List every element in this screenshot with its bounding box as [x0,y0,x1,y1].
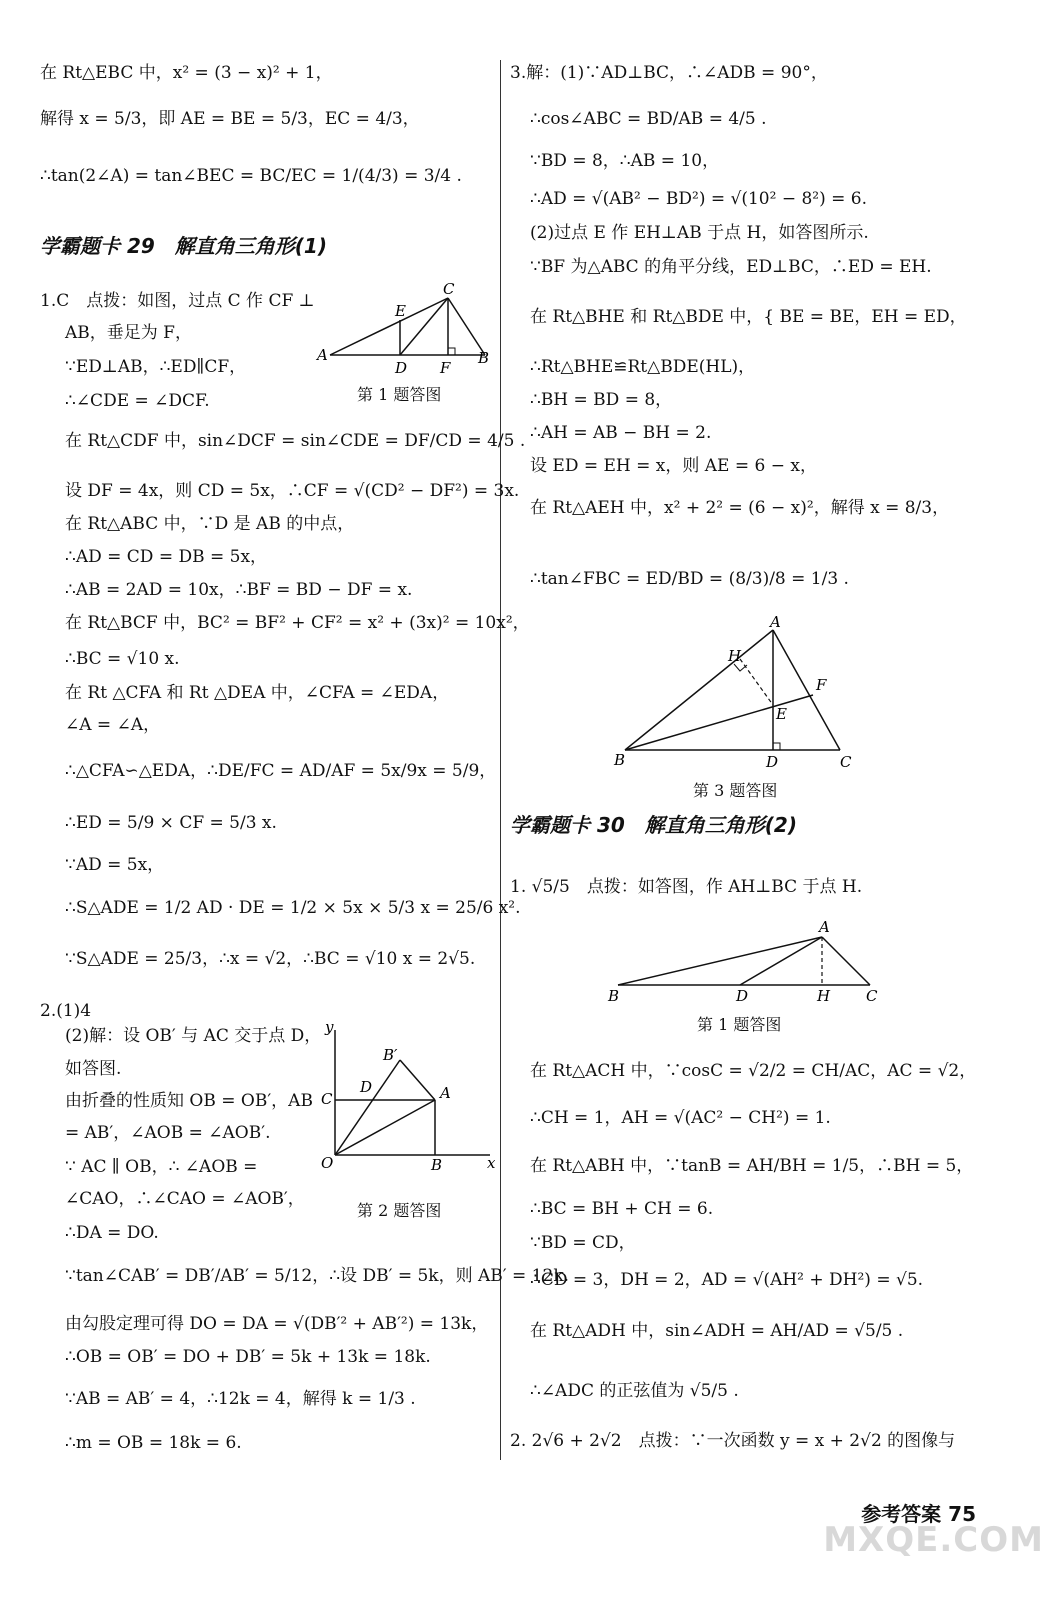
svg-text:C: C [866,987,878,1005]
svg-text:H: H [817,987,831,1005]
text-line: 在 Rt△ABC 中，∵D 是 AB 的中点， [65,514,355,534]
page-number: 75 [948,1502,976,1526]
section-heading: 学霸题卡 30 解直角三角形(2) [510,813,797,837]
svg-text:A: A [819,918,830,936]
svg-text:D: D [395,359,408,377]
svg-text:C: C [840,753,852,771]
text-line: ∵ED⊥AB，∴ED∥CF， [65,357,247,377]
svg-text:O: O [321,1154,334,1172]
text-line: ∴DA = DO. [65,1223,159,1243]
text-line: (2)解：设 OB′ 与 AC 交于点 D， [65,1026,322,1046]
text-line: 1.C 点拨：如图，过点 C 作 CF ⊥ [40,291,315,311]
text-line: ∴AD = √(AB² − BD²) = √(10² − 8²) = 6. [530,189,867,209]
text-line: ∴AD = CD = DB = 5x， [65,547,268,567]
watermark: MXQE.COM [823,1520,1044,1560]
text-line: 在 Rt△BCF 中，BC² = BF² + CF² = x² + (3x)² = 10x²， [65,613,530,633]
figure-3-triangle [610,615,860,775]
text-line: ∴AH = AB − BH = 2. [530,423,712,443]
text-line: (2)过点 E 作 EH⊥AB 于点 H，如答图所示. [530,223,869,243]
text-line: 2.(1)4 [40,1001,92,1021]
text-line: = AB′，∠AOB = ∠AOB′. [65,1123,271,1143]
svg-text:A: A [770,615,781,631]
text-line: ∵S△ADE = 25/3，∴x = √2，∴BC = √10 x = 2√5. [65,949,476,969]
text-line: ∴∠ADC 的正弦值为 √5/5 . [530,1381,739,1401]
text-line: ∵AB = AB′ = 4，∴12k = 4，解得 k = 1/3 . [65,1389,416,1409]
svg-text:F: F [440,359,451,377]
svg-text:C: C [321,1090,333,1108]
svg-text:A: A [317,346,328,364]
text-line: ∴OB = OB′ = DO + DB′ = 5k + 13k = 18k. [65,1347,431,1367]
svg-text:F: F [816,676,827,694]
figure-4-triangle [600,915,890,1005]
text-line: 在 Rt△CDF 中，sin∠DCF = sin∠CDE = DF/CD = 4/5 . [65,431,526,451]
text-line: ∠A = ∠A， [65,715,161,735]
text-line: 设 DF = 4x，则 CD = 5x，∴CF = √(CD² − DF²) = 3x. [65,481,520,501]
figure-1-caption: 第 1 题答图 [357,385,442,404]
figure-1-triangle [315,280,495,380]
text-line: 由折叠的性质知 OB = OB′，AB [65,1091,313,1111]
text-line: ∴BH = BD = 8， [530,390,673,410]
text-line: ∵tan∠CAB′ = DB′/AB′ = 5/12，∴设 DB′ = 5k，则 AB′ = 12k. [65,1266,570,1286]
text-line: ∵BD = CD， [530,1233,636,1253]
text-line: AB，垂足为 F， [65,323,192,343]
figure-4-caption: 第 1 题答图 [697,1015,782,1034]
text-line: ∠CAO，∴∠CAO = ∠AOB′， [65,1189,305,1209]
svg-text:D: D [360,1078,373,1096]
text-line: 2. 2√6 + 2√2 点拨：∵一次函数 y = x + 2√2 的图像与 [510,1431,956,1451]
svg-text:D: D [736,987,749,1005]
text-line: ∴Rt△BHE≌Rt△BDE(HL)， [530,357,756,377]
text-line: ∵ AC ∥ OB，∴ ∠AOB = [65,1157,258,1177]
svg-text:E: E [776,705,787,723]
text-line: ∴tan∠FBC = ED/BD = (8/3)/8 = 1/3 . [530,569,849,589]
text-line: 如答图. [65,1059,122,1079]
text-line: 在 Rt△ABH 中，∵tanB = AH/BH = 1/5，∴BH = 5， [530,1156,974,1176]
svg-text:B′: B′ [383,1046,398,1064]
text-line: 解得 x = 5/3，即 AE = BE = 5/3，EC = 4/3， [40,109,420,129]
text-line: 在 Rt△AEH 中，x² + 2² = (6 − x)²，解得 x = 8/3， [530,498,950,518]
section-heading: 学霸题卡 29 解直角三角形(1) [40,234,327,258]
text-line: 1. √5/5 点拨：如答图，作 AH⊥BC 于点 H. [510,877,863,897]
figure-2-coordinate [315,1020,495,1180]
text-line: ∴∠CDE = ∠DCF. [65,391,210,411]
text-line: ∴S△ADE = 1/2 AD · DE = 1/2 × 5x × 5/3 x = 25/6 x². [65,898,521,918]
footer-label: 参考答案 [861,1502,942,1526]
text-line: ∴CD = 3，DH = 2，AD = √(AH² + DH²) = √5. [530,1270,924,1290]
text-line: 在 Rt △CFA 和 Rt △DEA 中，∠CFA = ∠EDA， [65,683,450,703]
text-line: ∴BC = BH + CH = 6. [530,1199,714,1219]
svg-text:A: A [440,1084,451,1102]
svg-text:x: x [487,1154,495,1172]
column-divider [500,60,501,1460]
svg-text:B: B [478,349,490,367]
text-line: ∵BF 为△ABC 的角平分线，ED⊥BC，∴ED = EH. [530,257,932,277]
text-line: ∴AB = 2AD = 10x，∴BF = BD − DF = x. [65,580,413,600]
text-line: 在 Rt△BHE 和 Rt△BDE 中，{ BE = BE，EH = ED， [530,307,967,327]
svg-text:E: E [395,302,406,320]
text-line: 在 Rt△EBC 中，x² = (3 − x)² + 1， [40,63,333,83]
svg-text:H: H [728,647,742,665]
svg-text:y: y [325,1020,334,1036]
svg-text:B: B [614,751,626,769]
svg-text:D: D [766,753,779,771]
text-line: 设 ED = EH = x，则 AE = 6 − x， [530,456,817,476]
text-line: ∴tan(2∠A) = tan∠BEC = BC/EC = 1/(4/3) = 3/4 . [40,166,462,186]
figure-2-caption: 第 2 题答图 [357,1201,442,1220]
svg-text:C: C [443,280,455,298]
text-line: ∵BD = 8，∴AB = 10， [530,151,720,171]
text-line: ∴CH = 1，AH = √(AC² − CH²) = 1. [530,1108,831,1128]
text-line: ∴cos∠ABC = BD/AB = 4/5 . [530,109,767,129]
text-line: ∴ED = 5/9 × CF = 5/3 x. [65,813,277,833]
text-line: 由勾股定理可得 DO = DA = √(DB′² + AB′²) = 13k， [65,1314,489,1334]
svg-text:B: B [608,987,620,1005]
text-line: ∵AD = 5x， [65,855,165,875]
text-line: 在 Rt△ACH 中，∵cosC = √2/2 = CH/AC，AC = √2， [530,1061,977,1081]
text-line: ∴△CFA∽△EDA，∴DE/FC = AD/AF = 5x/9x = 5/9， [65,761,497,781]
text-line: 3.解：(1)∵AD⊥BC，∴∠ADB = 90°， [510,63,828,83]
text-line: ∴m = OB = 18k = 6. [65,1433,242,1453]
text-line: 在 Rt△ADH 中，sin∠ADH = AH/AD = √5/5 . [530,1321,904,1341]
text-line: ∴BC = √10 x. [65,649,180,669]
figure-3-caption: 第 3 题答图 [693,781,778,800]
svg-text:B: B [431,1156,443,1174]
